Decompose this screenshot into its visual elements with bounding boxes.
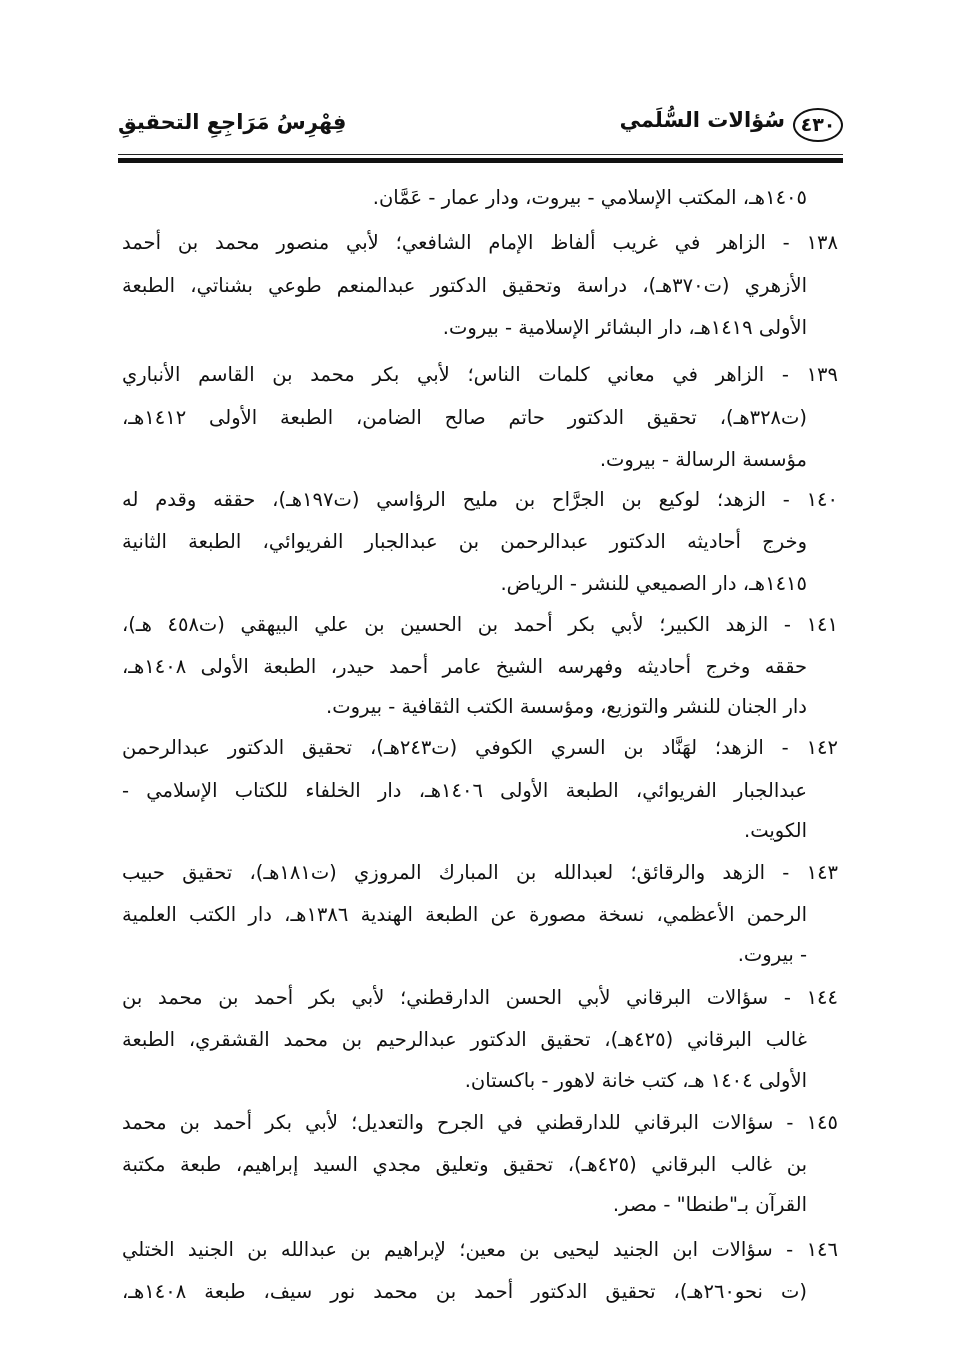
- entry-139-line: ١٣٩ - الزاهر في معاني كلمات الناس؛ لأبي بكر محمد بن القاسم الأنباري: [122, 363, 838, 386]
- entry-143-line: ١٤٣ - الزهد والرقائق؛ لعبدالله بن المبارك المروزي (ت١٨١هـ)، تحقيق حبيب: [122, 861, 838, 884]
- entry-138-line: ١٣٨ - الزاهر في غريب ألفاظ الإمام الشافعي؛ لأبي منصور محمد بن أحمد: [122, 231, 838, 254]
- page-number: ٤٣٠: [793, 108, 843, 142]
- entry-145-line: ١٤٥ - سؤالات البرقاني للدارقطني في الجرح والتعديل؛ لأبي بكر أحمد بن محمد: [122, 1111, 838, 1134]
- header-rule-thick: [118, 158, 843, 163]
- text-line: ١٤٠٥هـ، المكتب الإسلامي - بيروت، ودار عمار - عَمَّان.: [372, 186, 807, 209]
- entry-138-line: الأولى ١٤١٩هـ، دار البشائر الإسلامية - بيروت.: [442, 316, 807, 339]
- entry-140-line: ١٤٠ - الزهد؛ لوكيع بن الجرَّاح بن مليح الرؤاسي (ت١٩٧هـ)، حققه وقدم له: [122, 488, 838, 511]
- entry-139-line: مؤسسة الرسالة - بيروت.: [599, 448, 807, 471]
- entry-143-line: الرحمن الأعظمي، نسخة مصورة عن الطبعة الهندية ١٣٨٦هـ، دار الكتب العلمية: [122, 903, 807, 926]
- entry-143-line: - بيروت.: [737, 943, 807, 966]
- entry-142-line: ١٤٢ - الزهد؛ لهَنَّاد بن السري الكوفي (ت٢٤٣هـ)، تحقيق الدكتور عبدالرحمن: [122, 736, 838, 759]
- entry-142-line: عبدالجبار الفريوائي، الطبعة الأولى ١٤٠٦هـ، دار الخلفاء للكتاب الإسلامي -: [122, 779, 807, 802]
- header-rule-thin: [118, 154, 843, 155]
- entry-142-line: الكويت.: [744, 819, 807, 842]
- entry-144-line: غالب البرقاني (٤٢٥هـ)، تحقيق الدكتور عبدالرحيم بن محمد القشقري، الطبعة: [122, 1028, 807, 1051]
- entry-141-line: حققه وخرج أحاديثه وفهرسه الشيخ عامر أحمد حيدر، الطبعة الأولى ١٤٠٨هـ،: [122, 655, 807, 678]
- book-title: سُؤالات السُّلَمي: [619, 108, 785, 132]
- entry-146-line: ١٤٦ - سؤالات ابن الجنيد ليحيى بن معين؛ لإبراهيم بن عبدالله بن الجنيد الختلي: [122, 1238, 838, 1261]
- entry-146-line: (ت نحو٢٦٠هـ)، تحقيق الدكتور أحمد بن محمد نور سيف، طبعة ١٤٠٨هـ،: [122, 1280, 807, 1303]
- entry-141-line: دار الجنان للنشر والتوزيع، ومؤسسة الكتب الثقافية - بيروت.: [326, 695, 807, 718]
- entry-144-line: الأولى ١٤٠٤ هـ، كتب خانة لاهور - باكستان.: [464, 1069, 807, 1092]
- entry-140-line: وخرج أحاديثه الدكتور عبدالرحمن بن عبدالجبار الفريوائي، الطبعة الثانية: [122, 530, 807, 553]
- section-title: فِهْرِسُ مَرَاجِعِ التحقيقِ: [118, 110, 347, 134]
- entry-145-line: بن غالب البرقاني (٤٢٥هـ)، تحقيق وتعليق مجدي السيد إبراهيم، طبعة مكتبة: [122, 1153, 807, 1176]
- entry-141-line: ١٤١ - الزهد الكبير؛ لأبي بكر أحمد بن الحسين بن علي البيهقي (ت٤٥٨ هـ)،: [122, 613, 838, 636]
- entry-140-line: ١٤١٥هـ، دار الصميعي للنشر - الرياض.: [500, 572, 807, 595]
- entry-139-line: (ت٣٢٨هـ)، تحقيق الدكتور حاتم صالح الضامن، الطبعة الأولى ١٤١٢هـ،: [122, 406, 807, 429]
- entry-138-line: الأزهري (ت٣٧٠هـ)، دراسة وتحقيق الدكتور عبدالمنعم طوعي بشناتي، الطبعة: [122, 274, 807, 297]
- entry-144-line: ١٤٤ - سؤالات البرقاني لأبي الحسن الدارقطني؛ لأبي بكر أحمد بن محمد بن: [122, 986, 838, 1009]
- running-header: [118, 100, 843, 150]
- entry-145-line: القرآن بـ"طنطا" - مصر.: [612, 1193, 807, 1216]
